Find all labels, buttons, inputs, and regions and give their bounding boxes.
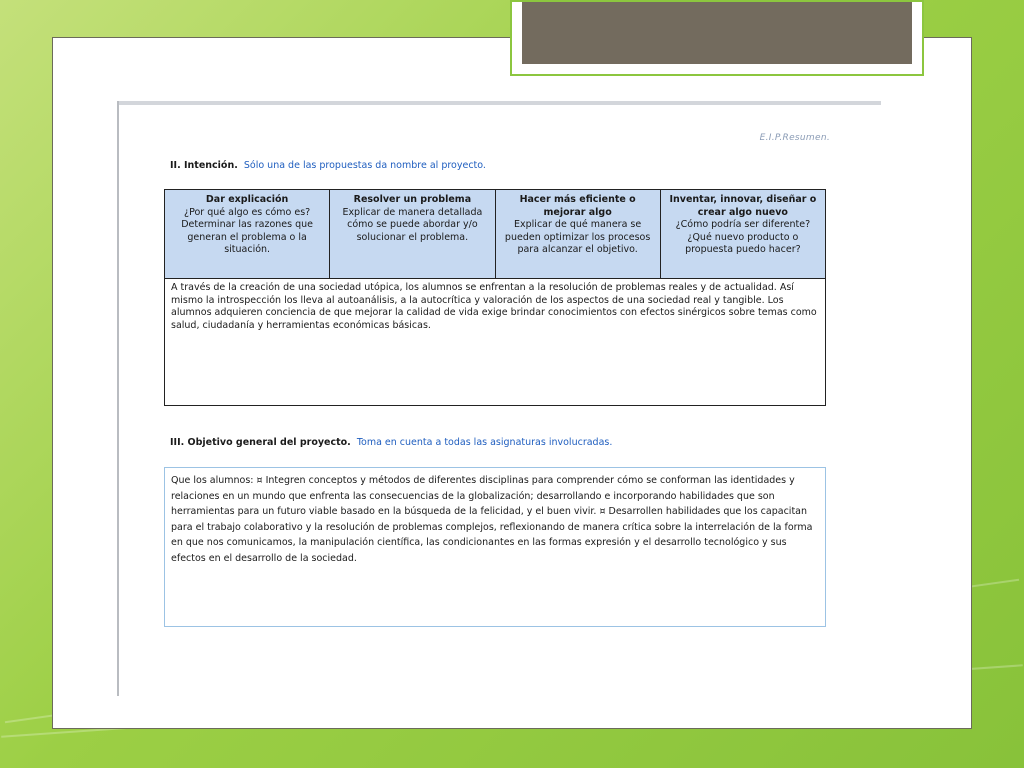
- section-intention-heading: [170, 160, 486, 171]
- option-title: Dar explicación: [205, 194, 289, 205]
- document-top-border: [117, 101, 881, 105]
- section-intention-hint: Sólo una de las propuestas da nombre al proyecto.: [243, 160, 486, 171]
- intention-options-row: [165, 190, 826, 279]
- section-objective-title: III. Objetivo general del proyecto.: [170, 437, 351, 448]
- section-intention-title: II. Intención.: [170, 160, 238, 171]
- intention-body: A través de la creación de una sociedad utópica, los alumnos se enfrentan a la resolución de problemas reales y de actualidad. Así mismo la introspección los lleva al autoanálisis, a la autocrítica y valoración de los aspectos de una sociedad real y tangible. Los alumnos adquieren conciencia de que mejorar la calidad de vida exige brindar conocimientos con efectos sinérgicos sobre temas como salud, ciudadanía y herramientas económicas básicas.: [165, 279, 826, 406]
- option-title: Hacer más eficiente o mejorar algo: [519, 194, 636, 218]
- section-objective-hint: Toma en cuenta a todas las asignaturas involucradas.: [356, 437, 613, 448]
- option-cell: [660, 190, 825, 279]
- option-cell: [165, 190, 330, 279]
- title-box: [522, 2, 912, 64]
- section-objective-heading: [170, 437, 612, 448]
- option-text: ¿Cómo podría ser diferente? ¿Qué nuevo producto o propuesta puedo hacer?: [675, 219, 811, 255]
- document-header-note: E.I.P.Resumen.: [759, 133, 830, 143]
- intention-body-row: [165, 279, 826, 406]
- option-text: Explicar de manera detallada cómo se puede abordar y/o solucionar el problema.: [342, 206, 483, 243]
- option-cell: [330, 190, 495, 279]
- document-left-border: [117, 101, 119, 696]
- intention-table: [164, 189, 826, 406]
- title-placeholder: [510, 0, 924, 76]
- option-title: Resolver un problema: [353, 194, 472, 205]
- option-text: Explicar de qué manera se pueden optimizar los procesos para alcanzar el objetivo.: [504, 219, 651, 255]
- option-text: ¿Por qué algo es cómo es? Determinar las razones que generan el problema o la situación.: [181, 206, 314, 255]
- objective-body: Que los alumnos: ¤ Integren conceptos y métodos de diferentes disciplinas para comprender cómo se conforman las identidades y relaciones en un mundo que enfrenta las consecuencias de la globalización; desarrollando e incorporando habilidades que son herramientas para un futuro viable basado en la búsqueda de la felicidad, y el buen vivir. ¤ Desarrollen habilidades que los capacitan para el trabajo colaborativo y la resolución de problemas complejos, reflexionando de manera crítica sobre la interrelación de la forma en que nos comunicamos, la manipulación científica, las condicionantes en las formas expresión y el desarrollo tecnológico y sus efectos en el desarrollo de la sociedad.: [164, 467, 826, 627]
- option-title: Inventar, innovar, diseñar o crear algo nuevo: [669, 194, 817, 218]
- option-cell: [495, 190, 660, 279]
